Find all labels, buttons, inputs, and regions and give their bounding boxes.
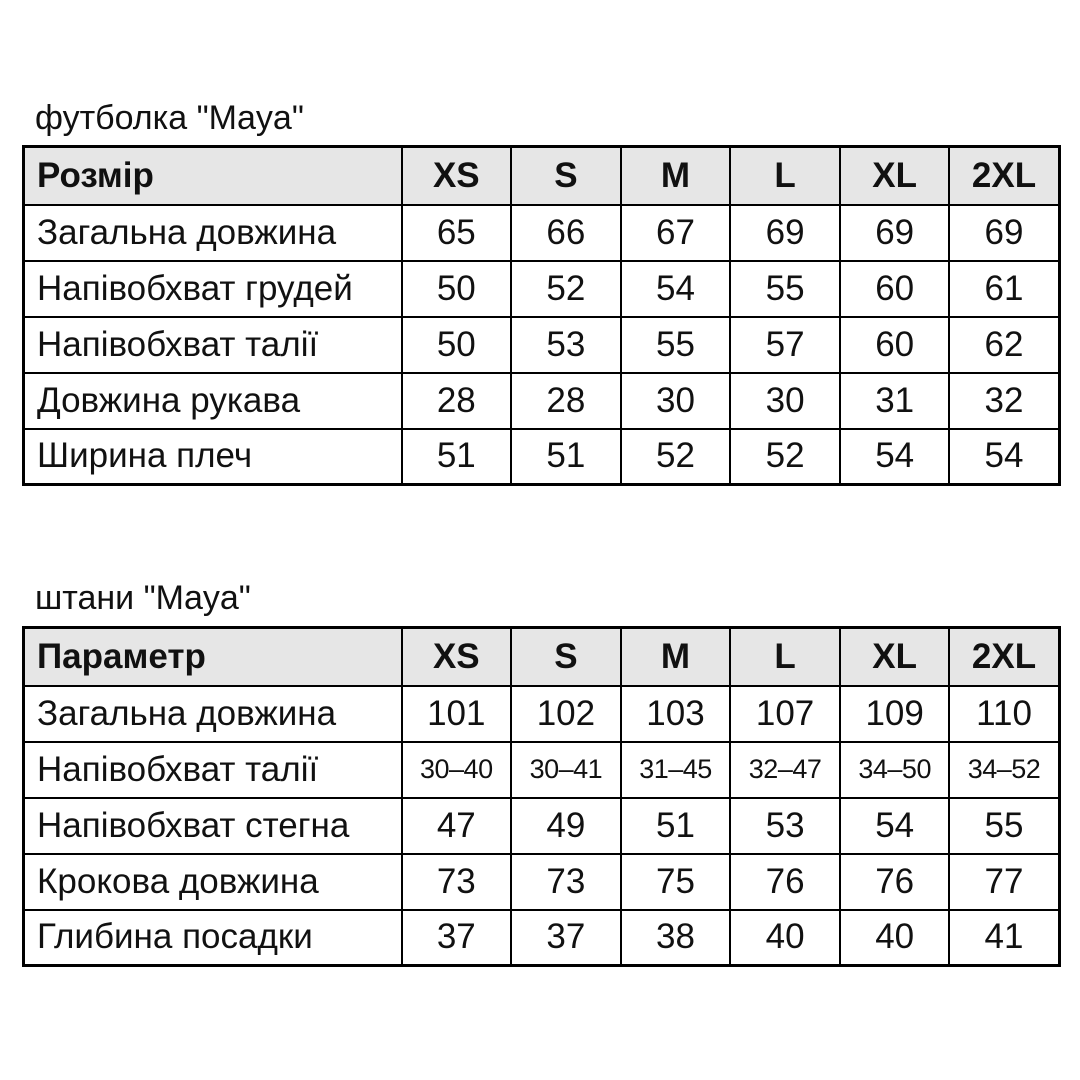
header-cell-parameter: Параметр [24,628,402,686]
table-cell: 102 [511,686,621,742]
row-label: Напівобхват талії [24,317,402,373]
table-cell: 31 [840,373,950,429]
table-cell: 37 [402,910,512,966]
table-cell: 55 [730,261,840,317]
table-cell: 30 [621,373,731,429]
table-cell: 50 [402,261,512,317]
table-cell: 60 [840,317,950,373]
table-cell: 76 [730,854,840,910]
table-cell: 73 [511,854,621,910]
table-cell: 30–41 [511,742,621,798]
table-cell: 30 [730,373,840,429]
row-label: Загальна довжина [24,686,402,742]
row-label: Напівобхват грудей [24,261,402,317]
header-cell-xl: XL [840,147,950,205]
table-row [24,373,1060,429]
table-cell: 69 [730,205,840,261]
row-label: Крокова довжина [24,854,402,910]
table-cell: 40 [840,910,950,966]
row-label: Напівобхват талії [24,742,402,798]
row-label: Ширина плеч [24,429,402,485]
table-cell: 110 [949,686,1059,742]
table-row [24,205,1060,261]
header-cell-s: S [511,628,621,686]
table-cell: 53 [511,317,621,373]
row-label: Глибина посадки [24,910,402,966]
table-header-row [24,147,1060,205]
table-cell: 51 [402,429,512,485]
table-row [24,910,1060,966]
pants-size-table [22,626,1061,967]
table-cell: 66 [511,205,621,261]
table-cell: 49 [511,798,621,854]
table-cell: 51 [621,798,731,854]
header-cell-s: S [511,147,621,205]
header-cell-m: M [621,628,731,686]
table-cell: 54 [621,261,731,317]
table-cell: 65 [402,205,512,261]
table-cell: 55 [949,798,1059,854]
table-cell: 51 [511,429,621,485]
table-cell: 61 [949,261,1059,317]
table-cell: 54 [840,798,950,854]
table-row [24,798,1060,854]
table-cell: 50 [402,317,512,373]
table-row [24,317,1060,373]
table-cell: 52 [621,429,731,485]
table-header-row [24,628,1060,686]
table-cell: 62 [949,317,1059,373]
table-cell: 34–50 [840,742,950,798]
table-row [24,261,1060,317]
table-cell: 34–52 [949,742,1059,798]
pants-table-caption: штани "Maya" [35,579,251,617]
table-cell: 28 [402,373,512,429]
header-cell-size: Розмір [24,147,402,205]
header-cell-xs: XS [402,628,512,686]
shirt-table-caption: футболка "Maya" [35,99,304,137]
table-cell: 52 [511,261,621,317]
table-cell: 60 [840,261,950,317]
table-cell: 109 [840,686,950,742]
header-cell-xs: XS [402,147,512,205]
table-cell: 55 [621,317,731,373]
header-cell-l: L [730,628,840,686]
header-cell-2xl: 2XL [949,147,1059,205]
header-cell-m: M [621,147,731,205]
table-cell: 40 [730,910,840,966]
row-label: Напівобхват стегна [24,798,402,854]
header-cell-l: L [730,147,840,205]
table-cell: 54 [840,429,950,485]
table-cell: 101 [402,686,512,742]
table-cell: 76 [840,854,950,910]
table-row [24,854,1060,910]
table-cell: 52 [730,429,840,485]
table-cell: 37 [511,910,621,966]
table-row [24,686,1060,742]
table-cell: 53 [730,798,840,854]
table-cell: 30–40 [402,742,512,798]
table-cell: 77 [949,854,1059,910]
row-label: Довжина рукава [24,373,402,429]
table-row [24,742,1060,798]
table-cell: 54 [949,429,1059,485]
table-cell: 47 [402,798,512,854]
table-cell: 67 [621,205,731,261]
table-row [24,429,1060,485]
table-cell: 73 [402,854,512,910]
table-cell: 28 [511,373,621,429]
table-cell: 57 [730,317,840,373]
table-cell: 69 [949,205,1059,261]
table-cell: 107 [730,686,840,742]
table-cell: 32–47 [730,742,840,798]
header-cell-2xl: 2XL [949,628,1059,686]
table-cell: 41 [949,910,1059,966]
header-cell-xl: XL [840,628,950,686]
table-cell: 103 [621,686,731,742]
shirt-size-table [22,145,1061,486]
table-cell: 69 [840,205,950,261]
table-cell: 32 [949,373,1059,429]
table-cell: 38 [621,910,731,966]
table-cell: 31–45 [621,742,731,798]
row-label: Загальна довжина [24,205,402,261]
table-cell: 75 [621,854,731,910]
